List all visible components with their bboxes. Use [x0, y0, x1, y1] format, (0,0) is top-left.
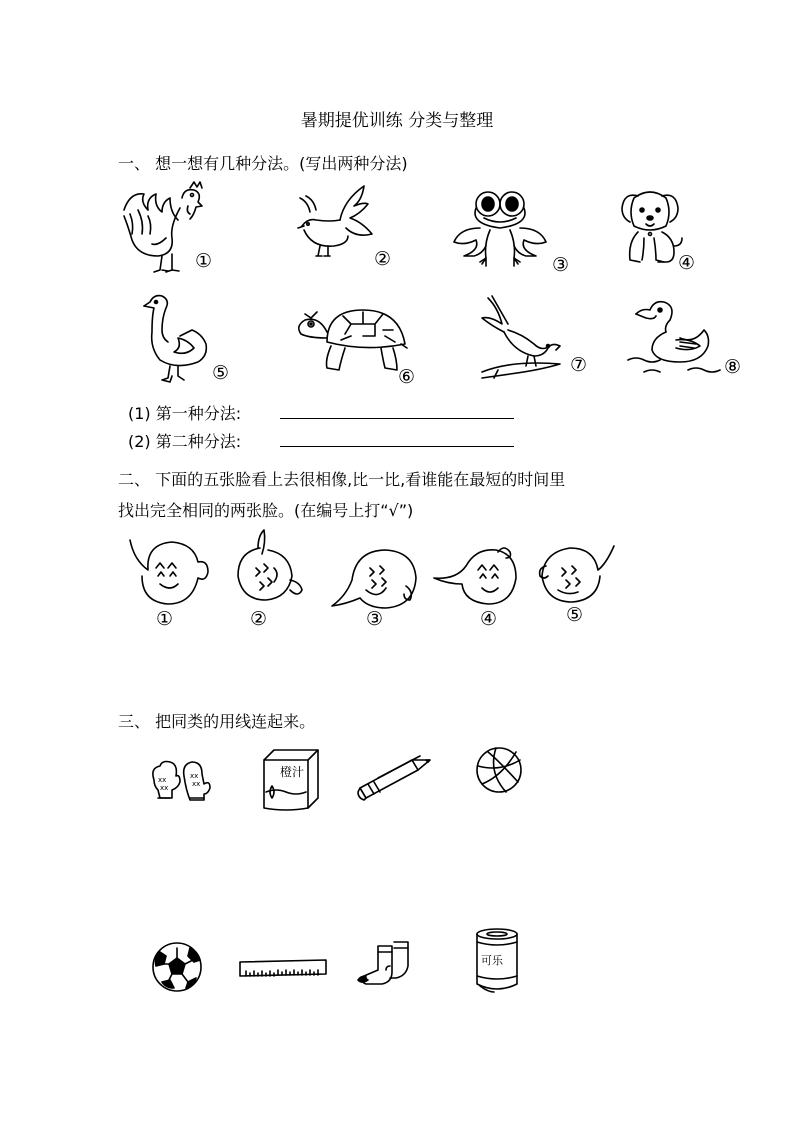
- bird-on-branch-icon: [478, 294, 568, 382]
- question-3-heading: 三、 把同类的用线连起来。: [118, 712, 316, 731]
- animal-label-7: ⑦: [570, 354, 588, 376]
- face-label-4[interactable]: ④: [480, 608, 498, 630]
- method-2-answer-line[interactable]: [280, 446, 514, 447]
- face-label-1[interactable]: ①: [156, 608, 174, 630]
- face-icon: [328, 542, 418, 612]
- svg-text:xx: xx: [192, 780, 201, 788]
- question-2-line-1: 二、 下面的五张脸看上去很相像,比一比,看谁能在最短的时间里: [118, 470, 566, 489]
- face-label-2[interactable]: ②: [250, 608, 268, 630]
- turtle-icon: [297, 306, 407, 378]
- juice-box-label: 橙汁: [280, 765, 305, 779]
- cola-can-label: 可乐: [481, 954, 503, 967]
- animal-label-5: ⑤: [212, 362, 230, 384]
- face-label-3[interactable]: ③: [366, 608, 384, 630]
- method-1-answer-line[interactable]: [280, 418, 514, 419]
- animal-label-8: ⑧: [724, 356, 742, 378]
- dove-icon: [296, 186, 376, 266]
- socks-icon: [352, 940, 414, 990]
- svg-text:xx: xx: [158, 776, 167, 784]
- soccer-ball-icon: [150, 940, 204, 994]
- basketball-icon: [474, 744, 526, 796]
- question-1-heading: 一、 想一想有几种分法。(写出两种分法): [118, 154, 408, 173]
- duck-icon: [626, 298, 726, 378]
- method-1-label: (1) 第一种分法:: [128, 404, 242, 423]
- pencil-icon: [354, 754, 434, 802]
- face-label-5[interactable]: ⑤: [566, 604, 584, 626]
- face-icon: [432, 540, 522, 610]
- mittens-icon: [148, 758, 214, 800]
- juice-box-icon: [254, 748, 326, 812]
- face-icon: [234, 528, 314, 603]
- animal-label-6: ⑥: [398, 366, 416, 388]
- face-icon: [536, 542, 626, 612]
- frog-icon: [450, 184, 550, 272]
- ruler-icon: [238, 958, 330, 980]
- animal-label-3: ③: [552, 254, 570, 276]
- method-2-label: (2) 第二种分法:: [128, 432, 242, 451]
- goose-icon: [138, 292, 214, 384]
- svg-text:xx: xx: [160, 784, 169, 792]
- animal-label-2: ②: [374, 248, 392, 270]
- svg-text:xx: xx: [190, 772, 199, 780]
- animal-label-4: ④: [678, 252, 696, 274]
- question-2-line-2: 找出完全相同的两张脸。(在编号上打“√”): [118, 501, 414, 520]
- page-title: 暑期提优训练 分类与整理: [300, 111, 494, 131]
- animal-label-1: ①: [195, 250, 213, 272]
- face-icon: [124, 538, 214, 608]
- cola-can-icon: [472, 926, 524, 998]
